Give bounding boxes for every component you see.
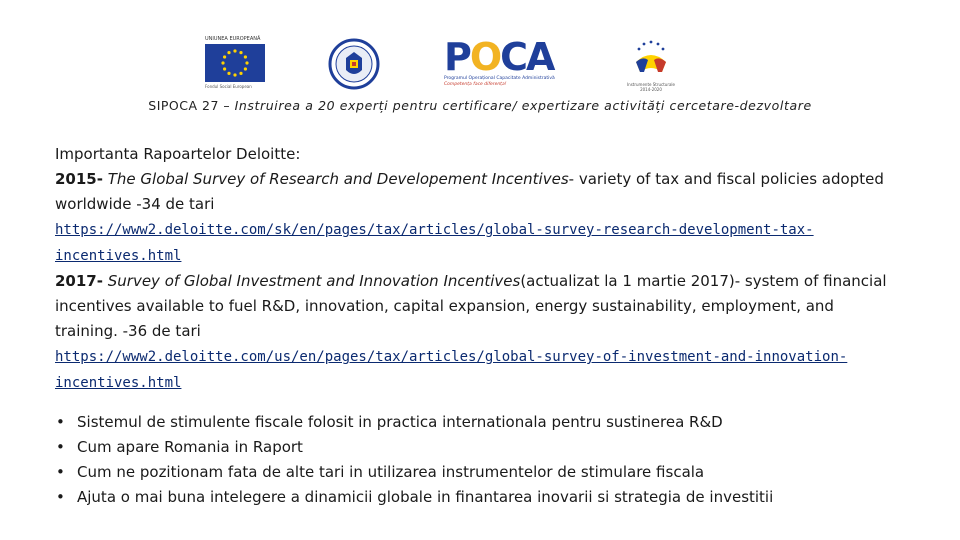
poca-subtitle: Programul Operațional Capacitate Administrativă [444, 76, 555, 81]
logo-bar [0, 36, 960, 96]
bullet-icon: • [56, 488, 65, 506]
list-item [55, 460, 915, 485]
institute-caption-2: 2014-2020 [640, 87, 662, 92]
report-2017-link[interactable]: https://www2.deloitte.com/us/en/pages/tax/articles/global-survey-of-investment-and-innovation-incentives.html [55, 349, 848, 391]
structural-funds-icon [618, 38, 684, 78]
slide-header [0, 98, 960, 113]
poca-logo [444, 35, 566, 92]
eu-flag-icon [205, 44, 265, 82]
list-item [55, 410, 915, 435]
intro-text: Importanta Rapoartelor Deloitte: [55, 145, 301, 163]
bullet-icon: • [56, 413, 65, 431]
header-prefix: SIPOCA 27 – [148, 98, 235, 113]
list-item-text: Cum ne pozitionam fata de alte tari in utilizarea instrumentelor de stimulare fiscala [77, 463, 705, 481]
report-2015-desc: - variety of tax and fiscal policies adopted worldwide -34 de tari [55, 170, 884, 213]
poca-wordmark: POCA [444, 35, 554, 79]
report-2017-title: Survey of Global Investment and Innovation Incentives [102, 272, 521, 290]
list-item-text: Cum apare Romania in Raport [77, 438, 303, 456]
report-2015-year: 2015- [55, 170, 103, 188]
institute-caption-1: Instrumente Structurale [627, 82, 675, 87]
list-item [55, 485, 915, 510]
report-2017-year: 2017- [55, 272, 103, 290]
list-item-text: Ajuta o mai buna intelegere a dinamicii globale in finantarea inovarii si strategia de investitii [77, 488, 774, 506]
header-title: Instruirea a 20 experți pentru certificare/ expertizare activități cercetare-dezvoltare [234, 98, 812, 113]
eu-logo-caption: UNIUNEA EUROPEANĂ [205, 36, 261, 42]
main-content [55, 142, 895, 396]
report-2015-link[interactable]: https://www2.deloitte.com/sk/en/pages/tax/articles/global-survey-research-development-tax-incentives.html [55, 222, 814, 264]
crest-icon [328, 38, 380, 90]
report-2017 [55, 269, 895, 344]
eu-logo-footer: Fondul Social European [205, 84, 252, 89]
list-item-text: Sistemul de stimulente fiscale folosit in practica internationala pentru sustinerea R&D [77, 413, 723, 431]
bullet-icon: • [56, 438, 65, 456]
report-2015 [55, 167, 895, 217]
bullet-list [55, 410, 915, 510]
instrumente-structurale-logo [618, 38, 684, 94]
government-crest-logo [328, 38, 380, 90]
bullet-icon: • [56, 463, 65, 481]
eu-logo [205, 36, 267, 92]
report-2017-desc: (actualizat la 1 martie 2017)- system of financial incentives available to fuel R&D, innovation, capital expansion, energy sustainability, employment, and training. -36 de tari [55, 272, 887, 340]
report-2015-title: The Global Survey of Research and Developement Incentives [102, 170, 569, 188]
list-item [55, 435, 915, 460]
poca-slogan: Competența face diferența! [444, 82, 507, 87]
